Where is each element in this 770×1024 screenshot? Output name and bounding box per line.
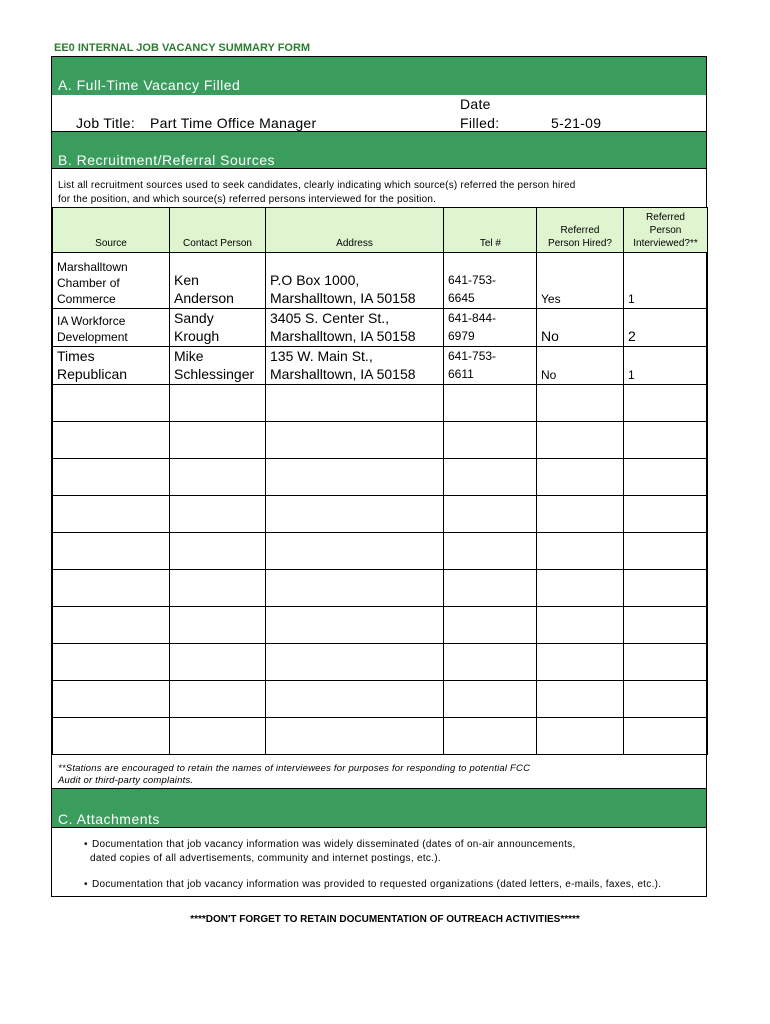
attachment-item-1: • Documentation that job vacancy information was widely disseminated (dates of on-air announcements, dated copies of all advertisements, community and internet postings, etc.). xyxy=(84,839,576,864)
form-title: EE0 INTERNAL JOB VACANCY SUMMARY FORM xyxy=(54,42,311,54)
table-row-empty xyxy=(53,718,708,755)
table-row-empty xyxy=(53,644,708,681)
section-b-title: B. Recruitment/Referral Sources xyxy=(58,152,276,168)
job-title-value: Part Time Office Manager xyxy=(150,115,317,131)
table-row xyxy=(53,309,708,347)
cell-hired: Yes xyxy=(537,253,624,309)
instructions-line-2: for the position, and which source(s) referred persons interviewed for the position. xyxy=(58,194,437,205)
table-row xyxy=(53,347,708,385)
section-c-title: C. Attachments xyxy=(58,811,160,827)
cell-tel: 641-753- 6645 xyxy=(444,253,537,309)
table-header-row xyxy=(53,208,708,253)
table-row-empty xyxy=(53,607,708,644)
table-row-empty xyxy=(53,681,708,718)
table-row-empty xyxy=(53,459,708,496)
date-label-line2: Filled: xyxy=(460,115,500,131)
table-row xyxy=(53,253,708,309)
cell-source: Times Republican xyxy=(53,347,170,385)
cell-interviewed: 1 xyxy=(624,253,708,309)
cell-contact: Sandy Krough xyxy=(170,309,266,347)
section-a-header xyxy=(52,57,706,95)
date-label-line1: Date xyxy=(460,96,491,112)
cell-hired: No xyxy=(537,309,624,347)
instructions-line-1: List all recruitment sources used to seek candidates, clearly indicating which source(s) referred the person hired xyxy=(58,180,576,191)
bullet-icon: • xyxy=(84,879,88,890)
job-title-label: Job Title: xyxy=(76,115,136,131)
cell-tel: 641-753- 6611 xyxy=(444,347,537,385)
cell-source: IA Workforce Development xyxy=(53,309,170,347)
section-a-title: A. Full-Time Vacancy Filled xyxy=(58,77,241,93)
date-filled-value: 5-21-09 xyxy=(551,115,602,131)
cell-address: P.O Box 1000, Marshalltown, IA 50158 xyxy=(266,253,444,309)
attachment-item-2: • Documentation that job vacancy information was provided to requested organizations (dated letters, e-mails, faxes, etc.). xyxy=(84,879,662,890)
interviewee-note: **Stations are encouraged to retain the names of interviewees for purposes for responding to potential FCC Audit or third-party complaints. xyxy=(58,763,531,786)
table-row-empty xyxy=(53,385,708,422)
cell-interviewed: 1 xyxy=(624,347,708,385)
cell-contact: Ken Anderson xyxy=(170,253,266,309)
table-row-empty xyxy=(53,570,708,607)
cell-source: Marshalltown Chamber of Commerce xyxy=(53,253,170,309)
col-interviewed: Referred Person Interviewed?** xyxy=(624,208,708,253)
col-hired: Referred Person Hired? xyxy=(537,208,624,253)
cell-tel: 641-844- 6979 xyxy=(444,309,537,347)
cell-interviewed: 2 xyxy=(624,309,708,347)
table-row-empty xyxy=(53,422,708,459)
col-address: Address xyxy=(266,208,444,253)
col-contact: Contact Person xyxy=(170,208,266,253)
recruitment-table xyxy=(52,207,708,755)
table-row-empty xyxy=(53,533,708,570)
cell-hired: No xyxy=(537,347,624,385)
cell-address: 135 W. Main St., Marshalltown, IA 50158 xyxy=(266,347,444,385)
cell-contact: Mike Schlessinger xyxy=(170,347,266,385)
bullet-icon: • xyxy=(84,839,88,850)
instructions xyxy=(58,179,698,207)
table-row-empty xyxy=(53,496,708,533)
section-c-header xyxy=(52,788,706,828)
form-frame xyxy=(51,56,707,897)
cell-address: 3405 S. Center St., Marshalltown, IA 50158 xyxy=(266,309,444,347)
col-source: Source xyxy=(53,208,170,253)
footer-reminder: ****DON'T FORGET TO RETAIN DOCUMENTATION OF OUTREACH ACTIVITIES***** xyxy=(190,914,580,925)
section-b-header xyxy=(52,131,706,169)
col-tel: Tel # xyxy=(444,208,537,253)
